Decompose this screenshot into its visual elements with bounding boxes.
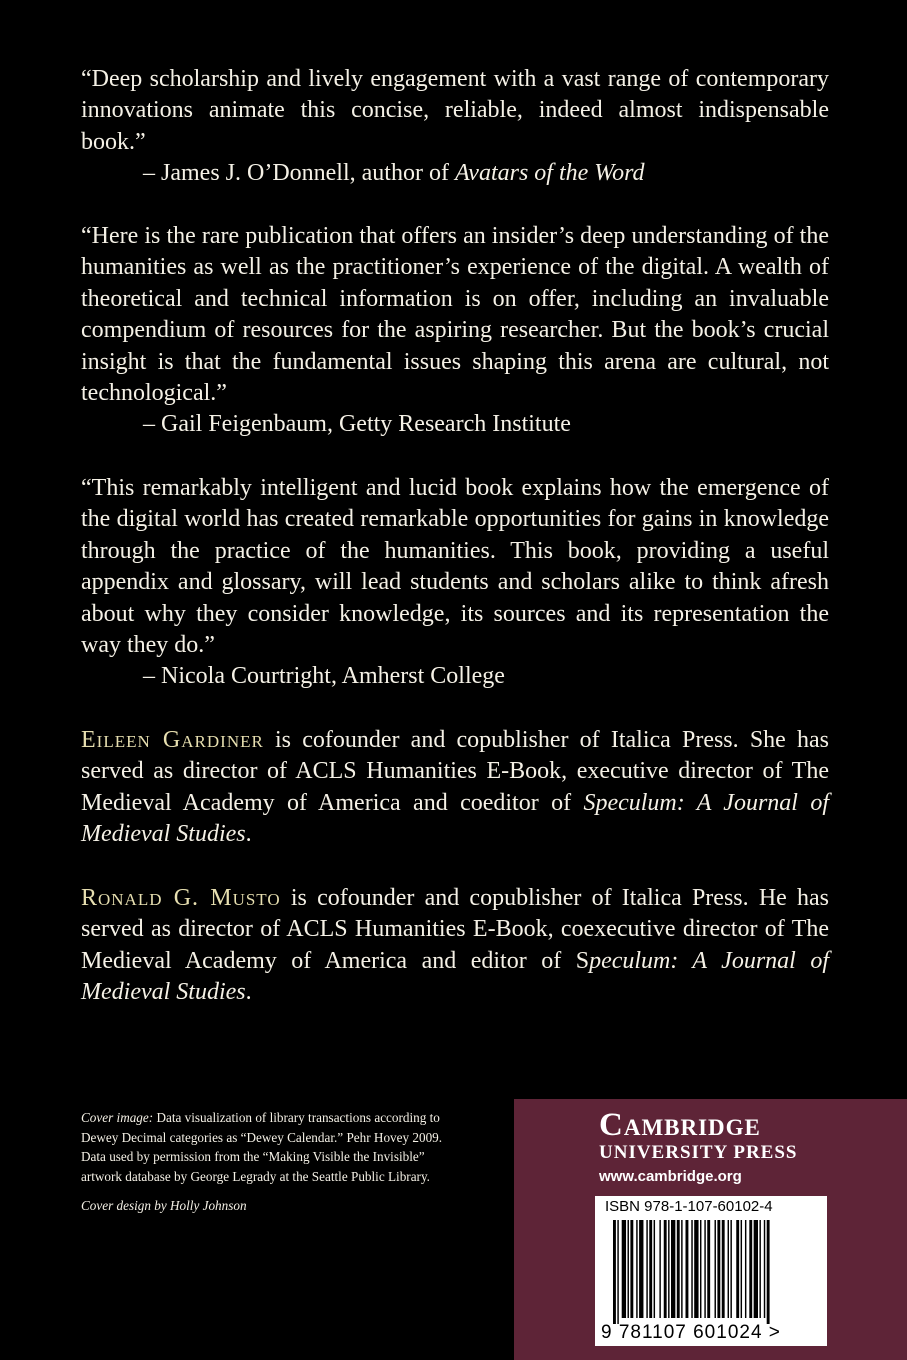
- bio-text: is cofounder and copublisher of Italica Press. She has served as director of ACLS Humanities E-Book, executive director of The Medieval Academy of America and coeditor of: [81, 727, 830, 816]
- bio-end: .: [245, 821, 252, 848]
- author-name: Ronald G. Musto: [81, 885, 281, 911]
- endorsement-quote-2: [81, 221, 829, 441]
- quote-attribution: – Gail Feigenbaum, Getty Research Institute: [143, 411, 571, 438]
- endorsement-quote-1: [81, 64, 829, 190]
- quote-attribution: – Nicola Courtright, Amherst College: [143, 663, 505, 690]
- journal-title: Speculum: A Journal of Medieval Studies: [81, 789, 829, 848]
- journal-title: peculum: A Journal of Medieval Studies: [81, 947, 829, 1006]
- barcode-panel: [595, 1196, 827, 1346]
- barcode-digits: 9 781107 601024 >: [601, 1322, 781, 1343]
- publisher-box: [514, 1099, 907, 1360]
- cover-credits: [81, 1108, 453, 1226]
- isbn-label: ISBN 978-1-107-60102-4: [605, 1198, 773, 1215]
- cover-image-text: Data visualization of library transactions according to Dewey Decimal categories as “Dewey Calendar.” Pehr Hovey 2009. Data used by permission from the “Making Visible the Invisible” artwork database by George Legrady at the Seattle Public Library.: [81, 1110, 443, 1184]
- quote-attribution: [81, 158, 829, 189]
- author-name: Eileen Gardiner: [81, 727, 264, 753]
- publisher-subtitle: UNIVERSITY PRESS: [599, 1142, 798, 1163]
- publisher-name: Cambridge: [599, 1107, 761, 1143]
- quote-text: “Deep scholarship and lively engagement with a vast range of contemporary innovations animate this concise, reliable, indeed almost indispensable book.”: [81, 66, 829, 155]
- endorsement-quote-3: [81, 473, 829, 693]
- quote-text: “This remarkably intelligent and lucid book explains how the emergence of the digital world has created remarkable opportunities for gains in knowledge through the practice of the humanities. This book, providing a useful appendix and glossary, will lead students and scholars alike to think afresh about why they consider knowledge, its sources and its representation the way they do.”: [81, 475, 829, 659]
- author-bio-1: [81, 725, 829, 851]
- quote-text: “Here is the rare publication that offers an insider’s deep understanding of the humanities as well as the practitioner’s experience of the digital. A wealth of theoretical and technical information is on offer, including an invaluable compendium of resources for the aspiring researcher. But the book’s crucial insight is that the fundamental issues shaping this arena are cultural, not technological.”: [81, 223, 829, 407]
- publisher-url: www.cambridge.org: [599, 1168, 742, 1185]
- bio-text: is cofounder and copublisher of Italica Press. He has served as director of ACLS Humanities E-Book, coexecutive director of The Medieval Academy of America and editor of S: [81, 885, 830, 974]
- barcode-icon: [601, 1220, 821, 1324]
- cover-image-label: Cover image:: [81, 1110, 154, 1125]
- attribution-book-title: Avatars of the Word: [454, 160, 645, 187]
- cover-design-credit: Cover design by Holly Johnson: [81, 1198, 247, 1213]
- attribution-text: – James J. O’Donnell, author of: [143, 160, 455, 187]
- cover-image-credit: [81, 1108, 453, 1186]
- bio-end: .: [245, 979, 252, 1006]
- author-bio-2: [81, 883, 829, 1009]
